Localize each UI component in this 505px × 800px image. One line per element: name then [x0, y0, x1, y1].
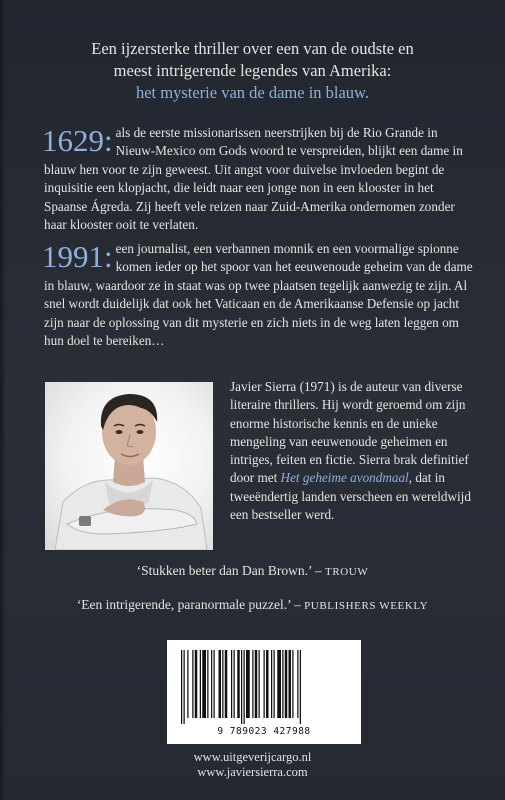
- author-url[interactable]: www.javiersierra.com: [197, 765, 308, 779]
- barcode: [167, 640, 361, 744]
- year-1629: 1629:: [42, 123, 113, 158]
- bio-text-part-2: , dat in tweeëndertig landen verscheen en wereldwijd een bestseller werd.: [230, 470, 471, 523]
- intro-line-2: meest intrigerende legendes van Amerika:: [113, 61, 392, 80]
- section-1991-text: een journalist, een verbannen monnik en een voormalige spionne komen ieder op het spoor van het eeuwenoude geheim van de dame in blauw, waardoor ze in staat was op twee plaatsen tegelijk aanwezig te zijn. Al snel wordt duidelijk dat ook het Vaticaan en de Amerikaanse Defensie op jacht zijn naar de oplossing van dit mysterie en zich niets in de weg laten leggen om hun doel te bereiken…: [44, 241, 473, 349]
- review-quote-1-text: ‘Stukken beter dan Dan Brown.’ –: [136, 563, 325, 578]
- intro-blurb: [30, 38, 475, 104]
- review-quote-1-source: TROUW: [325, 566, 369, 578]
- spine-shadow: [0, 0, 6, 800]
- section-1629: [44, 124, 474, 234]
- isbn-number: 9 789023 427988: [217, 726, 311, 737]
- website-links: [0, 750, 505, 780]
- review-quote-2: [0, 596, 505, 615]
- section-1629-text: als de eerste missionarissen neerstrijken bij de Rio Grande in Nieuw-Mexico om Gods woord te verspreiden, blijkt een dame in blauw hen voor te zijn geweest. Uit angst voor duivelse invloeden begint de inquisitie een klopjacht, die leidt naar een jonge non in een klooster in het Spaanse Ágreda. Zij heeft vele reizen naar Zuid-Amerika ondernomen zonder haar klooster ooit te verlaten.: [44, 125, 463, 233]
- author-bio: [230, 378, 473, 524]
- intro-line-1: Een ijzersterke thriller over een van de oudste en: [91, 39, 414, 58]
- publisher-url[interactable]: www.uitgeverijcargo.nl: [193, 750, 312, 764]
- intro-line-3: het mysterie van de dame in blauw.: [135, 83, 370, 102]
- review-quote-2-source: PUBLISHERS WEEKLY: [304, 600, 429, 612]
- barcode-bars: [179, 650, 349, 724]
- author-photo: [45, 382, 213, 550]
- bio-book-title: Het geheime avondmaal: [280, 470, 409, 486]
- review-quote-1: [0, 562, 505, 581]
- year-1991: 1991:: [42, 239, 113, 274]
- section-1991: [44, 240, 474, 350]
- bio-text-part-1: Javier Sierra (1971) is de auteur van diverse literaire thrillers. Hij wordt geroemd om zijn enorme historische kennis en de unieke mengeling van eeuwenoude geheimen en intriges, feiten en fictie. Sierra brak definitief door met: [230, 379, 469, 486]
- author-portrait-image: [45, 382, 213, 550]
- review-quote-2-text: ‘Een intrigerende, paranormale puzzel.’ –: [76, 597, 305, 612]
